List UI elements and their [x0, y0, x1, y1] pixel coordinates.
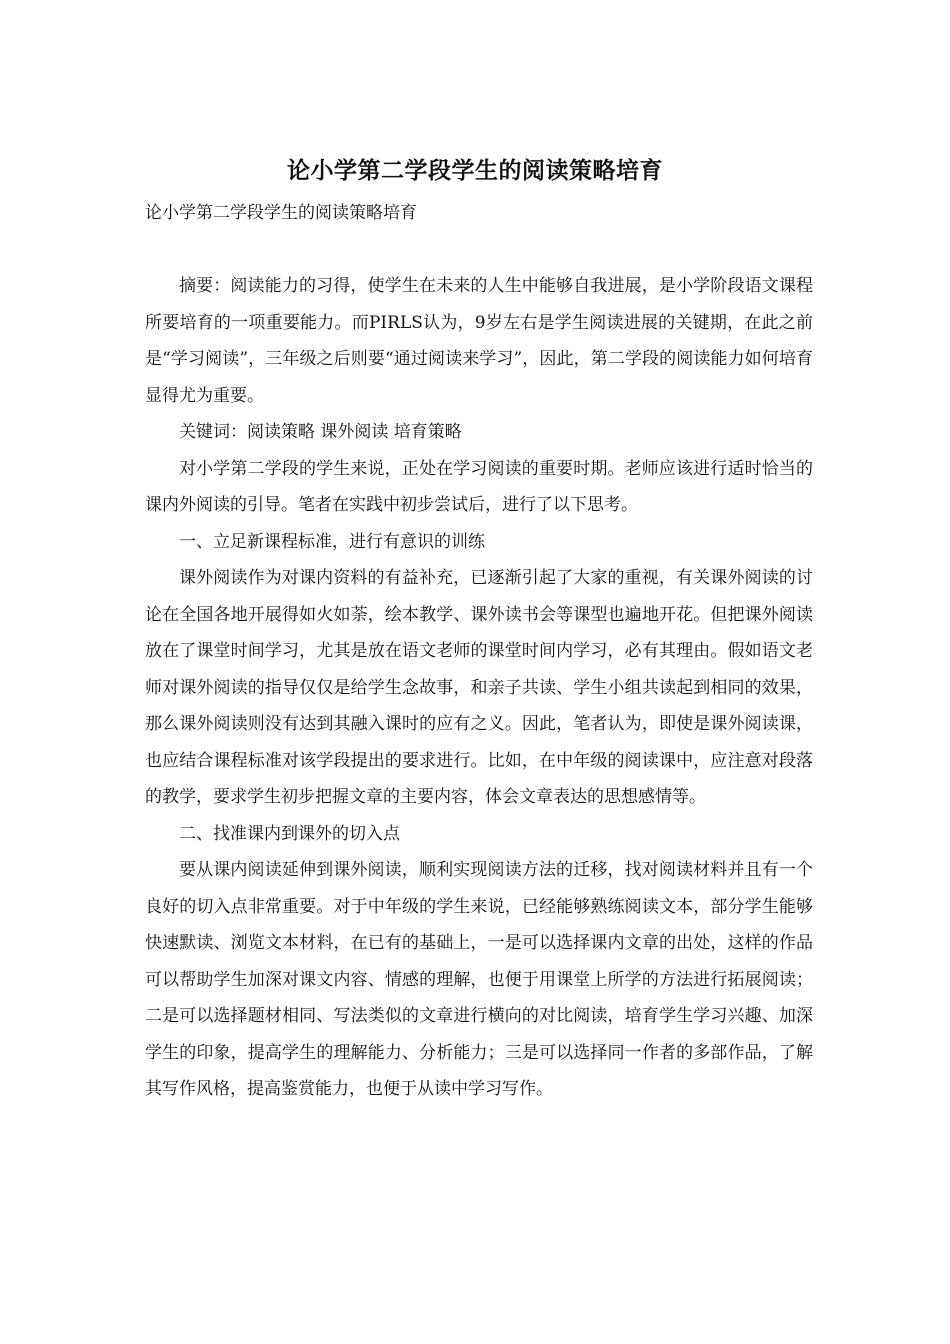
- section-1-paragraph: 课外阅读作为对课内资料的有益补充，已逐渐引起了大家的重视，有关课外阅读的讨论在全国各地开展得如火如荼，绘本教学、课外读书会等课型也遍地开花。但把课外阅读放在了课堂时间学习，尤其是放在语文老师的课堂时间内学习，必有其理由。假如语文老师对课外阅读的指导仅仅是给学生念故事，和亲子共读、学生小组共读起到相同的效果，那么课外阅读则没有达到其融入课时的应有之义。因此，笔者认为，即使是课外阅读课，也应结合课程标准对该学段提出的要求进行。比如，在中年级的阅读课中，应注意对段落的教学，要求学生初步把握文章的主要内容，体会文章表达的思想感情等。: [145, 568, 813, 807]
- document-title: 论小学第二学段学生的阅读策略培育: [287, 158, 663, 184]
- keywords-line: 关键词：阅读策略 课外阅读 培育策略: [179, 422, 462, 442]
- intro-paragraph: 对小学第二学段的学生来说，正处在学习阅读的重要时期。老师应该进行适时恰当的课内外阅读的引导。笔者在实践中初步尝试后，进行了以下思考。: [145, 458, 813, 515]
- section-2-paragraph: 要从课内阅读延伸到课外阅读，顺利实现阅读方法的迁移，找对阅读材料并且有一个良好的切入点非常重要。对于中年级的学生来说，已经能够熟练阅读文本，部分学生能够快速默读、浏览文本材料，在已有的基础上，一是可以选择课内文章的出处，这样的作品可以帮助学生加深对课文内容、情感的理解，也便于用课堂上所学的方法进行拓展阅读；二是可以选择题材相同、写法类似的文章进行横向的对比阅读，培育学生学习兴趣、加深学生的印象，提高学生的理解能力、分析能力；三是可以选择同一作者的多部作品，了解其写作风格，提高鉴赏能力，也便于从读中学习写作。: [145, 860, 813, 1099]
- section-2-heading: 二、找准课内到课外的切入点: [179, 823, 400, 844]
- section-1-heading: 一、立足新课程标准，进行有意识的训练: [179, 531, 485, 552]
- document-subtitle: 论小学第二学段学生的阅读策略培育: [145, 203, 417, 223]
- document-body: [145, 268, 813, 1108]
- abstract-paragraph: 摘要：阅读能力的习得，使学生在未来的人生中能够自我进展，是小学阶段语文课程所要培育的一项重要能力。而PIRLS认为，9岁左右是学生阅读进展的关键期，在此之前是“学习阅读”，三年级之后则要“通过阅读来学习”，因此，第二学段的阅读能力如何培育显得尤为重要。: [145, 276, 813, 406]
